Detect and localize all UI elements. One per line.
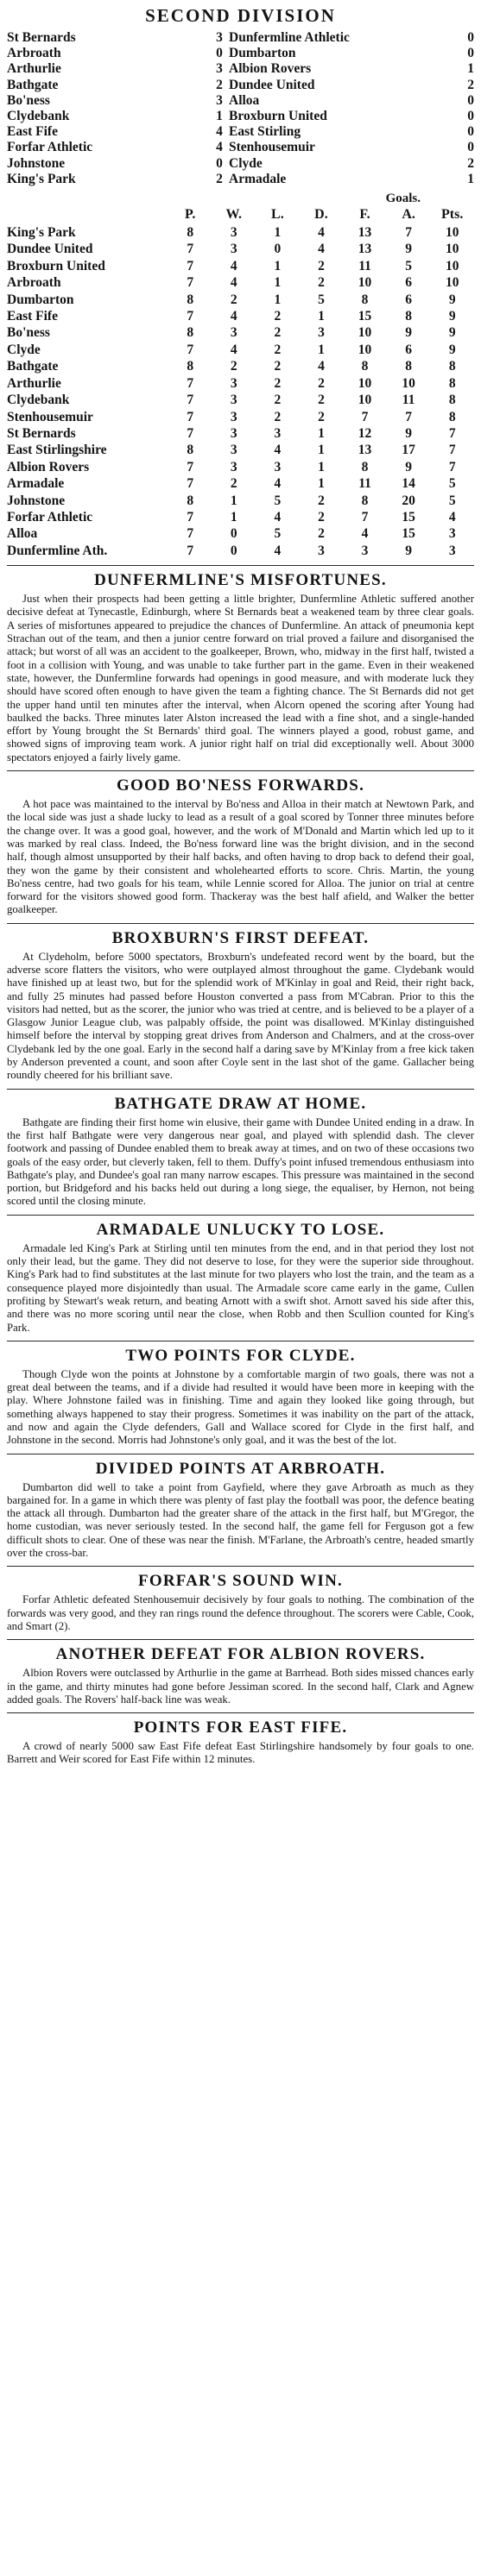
- league-cell: 7: [187, 393, 194, 408]
- league-row: [7, 358, 474, 374]
- league-cell: 10: [445, 225, 459, 241]
- league-cell: 13: [358, 443, 372, 458]
- league-cell: 7: [361, 509, 369, 525]
- league-team: Bo'ness: [7, 325, 50, 341]
- league-cell: 11: [402, 393, 415, 408]
- league-cell: 15: [402, 509, 415, 525]
- result-away-score: 0: [467, 109, 474, 124]
- article-body: Just when their prospects had been getting a little brighter, Dunfermline Athletic suffered another decisive defeat at Tynecastle, Edinburgh, where St Bernards beat a weakened team by three clear goals. A series of misfortunes appeared to prejudice the chances of Dunfermline. An attack of pneumonia kept Strachan out of the team, and then a junior centre forward on trial proved a failure and disorganised the attack; but worst of all was an accident to the goalkeeper, Brown, who, midway in the first half, twisted a foot in a collision with Young, and was unable to take further part in the game. Even in their weakened state, however, the Dunfermline forwards had openings in good measure, and with moderate luck they should have scored often enough to have given the team a fighting chance. The St Bernards did not get the upper hand until ten minutes after the interval, when Alcorn opened the scoring after Young had baulked the backs. Three minutes later Alston increased the lead with a fine shot, and a single-handed effort by Young brought the St Bernards' third goal. The winners played a good, robust game, and showed signs of improving team work. A junior right half on trial did exceptionally well. About 3000 spectators enjoyed a fairly lively game.: [7, 593, 474, 763]
- league-cell: 0: [274, 242, 282, 257]
- league-cell: 4: [318, 225, 325, 241]
- league-cell: 4: [230, 342, 237, 357]
- league-team: Clyde: [7, 342, 41, 357]
- league-header: F.: [359, 207, 370, 223]
- league-header: D.: [314, 207, 328, 223]
- league-row: [7, 493, 474, 509]
- article: [7, 1566, 474, 1633]
- league-row: [7, 308, 474, 324]
- result-away-score: 0: [467, 140, 474, 155]
- league-cell: 3: [318, 325, 325, 341]
- league-cell: 7: [448, 443, 456, 458]
- league-cell: 7: [187, 476, 194, 492]
- league-cell: 9: [405, 425, 412, 441]
- league-cell: 4: [230, 258, 237, 273]
- league-cell: 2: [230, 292, 237, 307]
- result-row: [7, 78, 474, 93]
- league-cell: 4: [318, 359, 325, 374]
- league-cell: 4: [448, 509, 456, 525]
- league-cell: 8: [405, 309, 412, 324]
- column-rule: [7, 923, 474, 924]
- league-cell: 1: [318, 425, 325, 441]
- result-home-team: King's Park: [7, 171, 76, 186]
- article: [7, 1341, 474, 1448]
- league-cell: 9: [405, 459, 412, 474]
- league-cell: 10: [358, 275, 372, 291]
- league-cell: 7: [187, 409, 194, 424]
- league-cell: 1: [274, 258, 282, 273]
- league-cell: 3: [230, 409, 237, 424]
- result-row: [7, 46, 474, 61]
- league-cell: 10: [445, 242, 459, 257]
- league-team: Dundee United: [7, 242, 93, 257]
- league-cell: 1: [318, 342, 325, 357]
- result-row: [7, 156, 474, 172]
- result-away-score: 2: [467, 155, 474, 171]
- league-cell: 2: [318, 258, 325, 273]
- league-row: [7, 258, 474, 274]
- article-heading: DIVIDED POINTS AT ARBROATH.: [95, 1459, 386, 1478]
- league-cell: 5: [448, 493, 456, 508]
- league-team: Albion Rovers: [7, 459, 90, 474]
- league-cell: 17: [402, 443, 415, 458]
- league-team: St Bernards: [7, 425, 76, 441]
- league-cell: 1: [230, 493, 237, 508]
- league-team: Johnstone: [7, 493, 66, 508]
- article-body: Albion Rovers were outclassed by Arthurlie in the game at Barrhead. Both sides missed chances early in the game, and thirty minutes had gone before Jessiman scored. In the second half, Clark and Agnew added goals. The Rovers' half-back line was weak.: [7, 1667, 474, 1706]
- article-body: Armadale led King's Park at Stirling until ten minutes from the end, and in that period they lost not only their lead, but the game. They did not deserve to lose, for they were the superior side throughout. King's Park had to find substitutes at the last minute for two players who lost the train, and the team as a consequence played more disjointedly than usual. The Armadale score came early in the game, Cullen profiting by Stewart's weak return, and beating Arnott with a swift shot. Arnott saved his side after this, and there was no more scoring until near the close, when Robb and then Scullion counted for King's Park.: [7, 1241, 474, 1334]
- league-team: Alloa: [7, 526, 38, 542]
- league-cell: 3: [230, 393, 237, 408]
- article-heading: BATHGATE DRAW AT HOME.: [114, 1094, 367, 1113]
- league-row: [7, 442, 474, 458]
- league-header: W.: [225, 207, 243, 223]
- league-cell: 3: [361, 543, 369, 558]
- article-heading: TWO POINTS FOR CLYDE.: [125, 1346, 356, 1365]
- result-away-team: Stenhousemuir: [229, 140, 315, 155]
- league-cell: 1: [230, 509, 237, 525]
- result-away-score: 1: [467, 61, 474, 77]
- league-cell: 0: [230, 543, 237, 558]
- result-away-team: Albion Rovers: [229, 61, 312, 77]
- league-cell: 9: [405, 543, 412, 558]
- result-away-team: East Stirling: [229, 124, 301, 140]
- league-cell: 10: [445, 258, 459, 273]
- article-body: Dumbarton did well to take a point from Gayfield, where they gave Arbroath as much as they bargained for. In a game in which there was plenty of fast play the football was poor, the defence beating the attack all through. Dumbarton had the greater share of the attack in the first half, but M'Gregor, the home custodian, was never seriously tested. In the second half, the game fell for Ferguson got a few difficult shots to clear. One of these was near the finish. M'Farlane, the Arbroath's centre, headed smartly over the cross-bar.: [7, 1480, 474, 1560]
- article-heading: ANOTHER DEFEAT FOR ALBION ROVERS.: [55, 1645, 426, 1664]
- result-away-team: Armadale: [229, 171, 287, 186]
- article-heading: FORFAR'S SOUND WIN.: [138, 1572, 343, 1591]
- league-cell: 5: [405, 258, 412, 273]
- league-cell: 8: [187, 225, 194, 241]
- league-cell: 7: [187, 459, 194, 474]
- league-team: Arbroath: [7, 275, 61, 291]
- league-cell: 2: [274, 309, 282, 324]
- league-cell: 11: [358, 476, 371, 492]
- column-rule: [7, 1089, 474, 1090]
- article-body: Bathgate are finding their first home win elusive, their game with Dundee United ending in a draw. In the first half Bathgate were very dangerous near goal, and played with splendid dash. The clever footwork and passing of Dundee enabled them to break away at times, and on two of these occasions two goals of the easy order, but cleverly taken, fell to them. Duffy's point infused tremendous enthusiasm into Bathgate's play, and Dundee's goal ran many narrow escapes. This pressure was maintained in the second portion, but Bridgeford and his backs held out during a long siege, the equaliser, by Hernon, not being scored until the closing minute.: [7, 1115, 474, 1208]
- league-cell: 3: [274, 459, 282, 474]
- league-cell: 20: [402, 493, 415, 508]
- result-home-team: Forfar Athletic: [7, 140, 93, 155]
- article: [7, 1454, 474, 1561]
- article-body: A hot pace was maintained to the interval by Bo'ness and Alloa in their match at Newtown Park, and the local side was just a shade lucky to lead as a result of a goal scored by Tonner three minutes before the change over. It was a good goal, however, and the work of M'Donald and Martin which led up to it was marked by real class. Indeed, the Bo'ness forward line was the bright division, and in the second half, though almost unsupported by their half backs, and often having to drop back to defend their goal, they won the game by their consistent and wholehearted efforts to score. Chris. Martin, the young Bo'ness centre, had two goals for his team, while Lennie scored for Alloa. The junior on trial at centre forward for the visitors showed good form. Thackeray was the best half afield, and Walker the better goalkeeper.: [7, 798, 474, 916]
- league-cell: 4: [274, 543, 282, 558]
- article-heading: BROXBURN'S FIRST DEFEAT.: [111, 928, 370, 947]
- league-cell: 2: [230, 476, 237, 492]
- league-header: A.: [402, 207, 415, 223]
- section-title: SECOND DIVISION: [145, 5, 336, 26]
- league-cell: 10: [358, 342, 372, 357]
- league-cell: 1: [318, 443, 325, 458]
- league-cell: 7: [187, 258, 194, 273]
- article-body: Though Clyde won the points at Johnstone by a comfortable margin of two goals, there was not a great deal between the teams, and if a divide had resulted it would have been more in keeping with the play. Where Johnstone failed was in finishing. Time and again they looked like going through, but something always happened to stay their progress. Sometimes it was inability on the part of the attack, and now and again the Clyde defenders, Gall and Wallace scored for Clyde in the first half, and Johnstone in the second. Morris had Johnstone's only goal, and it was the best of the lot.: [7, 1367, 474, 1447]
- article: [7, 770, 474, 917]
- league-row: [7, 392, 474, 408]
- league-table: [7, 206, 474, 559]
- league-cell: 9: [448, 325, 456, 341]
- league-cell: 2: [274, 393, 282, 408]
- result-home-score: 4: [216, 140, 223, 155]
- league-cell: 9: [405, 325, 412, 341]
- result-row: [7, 124, 474, 140]
- league-cell: 15: [402, 526, 415, 542]
- result-home-score: 2: [216, 77, 223, 92]
- result-home-score: 3: [216, 61, 223, 77]
- result-row: [7, 140, 474, 155]
- result-home-team: Arbroath: [7, 46, 61, 61]
- league-cell: 10: [358, 325, 372, 341]
- column-rule: [7, 1566, 474, 1567]
- league-row: [7, 274, 474, 291]
- league-row: [7, 543, 474, 559]
- column-rule: [7, 1639, 474, 1640]
- column-rule: [7, 770, 474, 771]
- league-cell: 13: [358, 225, 372, 241]
- league-cell: 4: [274, 509, 282, 525]
- league-team: Broxburn United: [7, 258, 105, 273]
- column-rule: [7, 1712, 474, 1713]
- league-cell: 12: [358, 425, 372, 441]
- league-cell: 7: [187, 375, 194, 391]
- result-row: [7, 109, 474, 124]
- league-cell: 10: [402, 375, 415, 391]
- league-team: Armadale: [7, 476, 65, 492]
- league-cell: 3: [230, 375, 237, 391]
- league-cell: 3: [230, 242, 237, 257]
- league-cell: 3: [230, 443, 237, 458]
- league-cell: 7: [187, 509, 194, 525]
- result-home-team: St Bernards: [7, 30, 76, 45]
- league-row: [7, 241, 474, 257]
- league-cell: 3: [274, 425, 282, 441]
- result-away-team: Dundee United: [229, 77, 315, 92]
- league-cell: 1: [274, 292, 282, 307]
- result-home-team: Johnstone: [7, 155, 66, 171]
- league-cell: 2: [274, 359, 282, 374]
- league-cell: 4: [230, 275, 237, 291]
- result-home-score: 4: [216, 124, 223, 140]
- league-cell: 4: [274, 443, 282, 458]
- league-cell: 8: [448, 375, 456, 391]
- article: [7, 923, 474, 1083]
- league-cell: 5: [448, 476, 456, 492]
- result-home-score: 2: [216, 171, 223, 186]
- result-home-team: Bathgate: [7, 77, 59, 92]
- league-cell: 7: [405, 409, 412, 424]
- league-cell: 1: [274, 225, 282, 241]
- league-cell: 2: [318, 393, 325, 408]
- result-row: [7, 93, 474, 109]
- result-home-score: 0: [216, 155, 223, 171]
- league-cell: 7: [187, 425, 194, 441]
- result-home-score: 0: [216, 46, 223, 61]
- league-cell: 9: [448, 292, 456, 307]
- league-team: Clydebank: [7, 393, 70, 408]
- article-body: A crowd of nearly 5000 saw East Fife defeat East Stirlingshire handsomely by four goals to one. Barrett and Weir scored for East Fife within 12 minutes.: [7, 1740, 474, 1766]
- league-cell: 1: [318, 459, 325, 474]
- result-away-score: 0: [467, 92, 474, 108]
- result-away-team: Dunfermline Athletic: [229, 30, 350, 45]
- league-cell: 11: [358, 258, 371, 273]
- league-cell: 3: [230, 425, 237, 441]
- league-cell: 8: [361, 493, 369, 508]
- league-cell: 9: [405, 242, 412, 257]
- league-cell: 15: [358, 309, 372, 324]
- league-cell: 8: [187, 359, 194, 374]
- league-cell: 8: [187, 325, 194, 341]
- league-cell: 8: [361, 292, 369, 307]
- league-row: [7, 475, 474, 492]
- league-team: Bathgate: [7, 359, 59, 374]
- league-cell: 10: [358, 375, 372, 391]
- result-away-team: Alloa: [229, 92, 260, 108]
- league-cell: 6: [405, 275, 412, 291]
- league-cell: 9: [448, 342, 456, 357]
- league-cell: 2: [318, 375, 325, 391]
- league-cell: 4: [230, 309, 237, 324]
- league-cell: 3: [230, 459, 237, 474]
- column-rule: [7, 565, 474, 566]
- league-cell: 3: [230, 325, 237, 341]
- result-away-team: Broxburn United: [229, 109, 327, 124]
- column-rule: [7, 1215, 474, 1216]
- result-away-score: 0: [467, 46, 474, 61]
- league-cell: 1: [274, 275, 282, 291]
- league-cell: 10: [445, 275, 459, 291]
- league-cell: 7: [187, 242, 194, 257]
- article-heading: ARMADALE UNLUCKY TO LOSE.: [96, 1220, 385, 1239]
- league-cell: 2: [318, 409, 325, 424]
- league-cell: 4: [361, 526, 369, 542]
- league-header: Pts.: [441, 207, 464, 223]
- league-cell: 4: [318, 242, 325, 257]
- league-cell: 2: [274, 409, 282, 424]
- league-row: [7, 509, 474, 525]
- league-cell: 2: [274, 375, 282, 391]
- league-team: East Fife: [7, 309, 58, 324]
- league-cell: 8: [448, 359, 456, 374]
- article: [7, 1089, 474, 1209]
- league-cell: 2: [318, 493, 325, 508]
- result-home-score: 3: [216, 30, 223, 45]
- league-cell: 7: [187, 526, 194, 542]
- league-team: Dumbarton: [7, 292, 74, 307]
- result-away-score: 0: [467, 30, 474, 45]
- result-away-score: 0: [467, 124, 474, 140]
- league-header: P.: [185, 207, 196, 223]
- result-home-score: 1: [216, 109, 223, 124]
- league-cell: 2: [318, 275, 325, 291]
- league-row: [7, 525, 474, 542]
- league-cell: 8: [187, 493, 194, 508]
- result-home-team: Bo'ness: [7, 92, 50, 108]
- league-cell: 2: [274, 342, 282, 357]
- result-home-team: Arthurlie: [7, 61, 61, 77]
- league-row: [7, 459, 474, 475]
- league-cell: 13: [358, 242, 372, 257]
- league-cell: 6: [405, 292, 412, 307]
- league-cell: 8: [361, 359, 369, 374]
- league-team: King's Park: [7, 225, 76, 241]
- league-cell: 8: [448, 393, 456, 408]
- league-cell: 5: [318, 292, 325, 307]
- result-row: [7, 172, 474, 187]
- league-row: [7, 292, 474, 308]
- league-cell: 7: [187, 275, 194, 291]
- league-team: Stenhousemuir: [7, 409, 93, 424]
- goals-label: Goals.: [385, 192, 421, 206]
- article-heading: POINTS FOR EAST FIFE.: [133, 1718, 348, 1737]
- league-cell: 8: [361, 459, 369, 474]
- result-away-score: 2: [467, 77, 474, 92]
- league-cell: 0: [230, 526, 237, 542]
- league-row: [7, 324, 474, 341]
- league-cell: 2: [318, 509, 325, 525]
- result-home-team: East Fife: [7, 124, 58, 140]
- article-heading: GOOD BO'NESS FORWARDS.: [116, 776, 365, 795]
- league-team: Dunfermline Ath.: [7, 543, 108, 558]
- article: [7, 1712, 474, 1767]
- articles: [7, 565, 474, 1767]
- league-cell: 7: [187, 543, 194, 558]
- league-cell: 2: [274, 325, 282, 341]
- league-cell: 8: [405, 359, 412, 374]
- league-cell: 5: [274, 493, 282, 508]
- league-cell: 8: [448, 409, 456, 424]
- league-team: Forfar Athletic: [7, 509, 93, 525]
- result-home-team: Clydebank: [7, 109, 70, 124]
- league-cell: 3: [448, 543, 456, 558]
- league-row: [7, 409, 474, 425]
- result-away-team: Dumbarton: [229, 46, 296, 61]
- article-body: At Clydeholm, before 5000 spectators, Broxburn's undefeated record went by the board, but the adverse score flatters the visitors, who were outplayed almost throughout the game. Clydebank would have finished up at least two, but for the splendid work of M'Kinlay in goal and Reid, their right back, and fully 25 minutes had passed before Houston converted a pass from M'Cabran. Prior to this the visitors had netted, but as the scorer, the junior who was tried at centre, and is believed to be a player of a Glasgow Junior League club, was palpably offside, the point was disallowed. M'Kinlay distinguished himself before the interval by stopping great drives from Anderson and Chalmers, and at the cross-over Clydebank led by the one goal. Early in the second half a daring save by M'Kinlay from a free kick taken by Anderson prevented a count, and soon after Coyle sent in the last shot of the game. Gallacher being roundly cheered for his brilliant save.: [7, 950, 474, 1082]
- league-cell: 9: [448, 309, 456, 324]
- league-row: [7, 342, 474, 358]
- league-header: [7, 206, 168, 224]
- league-row: [7, 425, 474, 442]
- result-home-score: 3: [216, 92, 223, 108]
- league-cell: 14: [402, 476, 415, 492]
- league-header: L.: [271, 207, 284, 223]
- league-row: [7, 224, 474, 241]
- league-cell: 1: [318, 476, 325, 492]
- result-row: [7, 61, 474, 77]
- league-cell: 7: [187, 342, 194, 357]
- results-table: [7, 30, 474, 187]
- league-cell: 7: [448, 459, 456, 474]
- result-away-team: Clyde: [229, 155, 263, 171]
- league-cell: 3: [230, 225, 237, 241]
- league-cell: 10: [358, 393, 372, 408]
- article-heading: DUNFERMLINE'S MISFORTUNES.: [94, 571, 387, 590]
- league-team: East Stirlingshire: [7, 443, 107, 458]
- article: [7, 565, 474, 764]
- league-cell: 1: [318, 309, 325, 324]
- result-away-score: 1: [467, 171, 474, 186]
- league-team: Arthurlie: [7, 375, 61, 391]
- league-cell: 4: [274, 476, 282, 492]
- league-cell: 2: [230, 359, 237, 374]
- league-cell: 6: [405, 342, 412, 357]
- league-cell: 8: [187, 292, 194, 307]
- article: [7, 1639, 474, 1706]
- league-cell: 3: [318, 543, 325, 558]
- league-row: [7, 375, 474, 392]
- league-cell: 7: [448, 425, 456, 441]
- league-cell: 5: [274, 526, 282, 542]
- league-cell: 7: [361, 409, 369, 424]
- article: [7, 1215, 474, 1335]
- league-cell: 7: [187, 309, 194, 324]
- league-cell: 8: [187, 443, 194, 458]
- league-cell: 3: [448, 526, 456, 542]
- league-cell: 2: [318, 526, 325, 542]
- league-cell: 7: [405, 225, 412, 241]
- result-row: [7, 30, 474, 46]
- article-body: Forfar Athletic defeated Stenhousemuir decisively by four goals to nothing. The combination of the forwards was very good, and they ran rings round the defence throughout. The scorers were Cable, Cook, and Smart (2).: [7, 1593, 474, 1632]
